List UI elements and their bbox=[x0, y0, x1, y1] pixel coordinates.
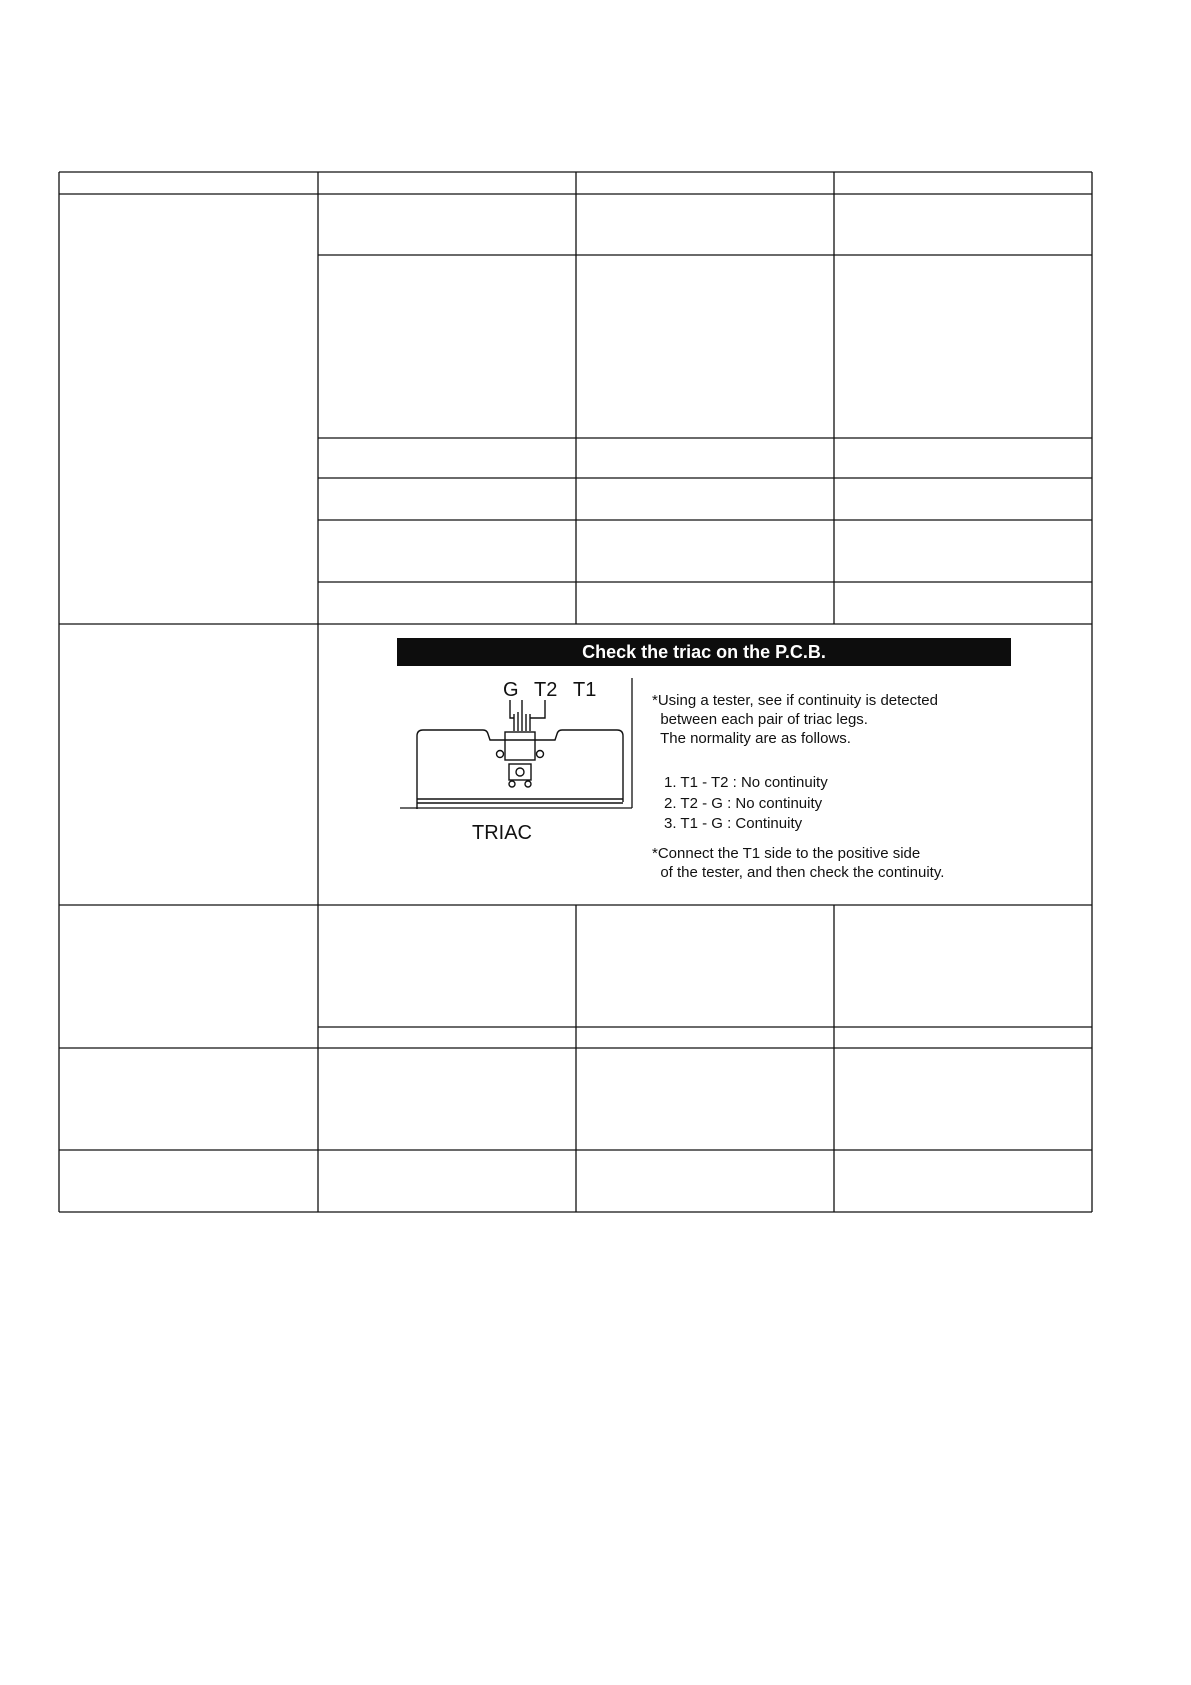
footnote-line-2: of the tester, and then check the continuity. bbox=[652, 864, 945, 881]
instruction-line-1: *Using a tester, see if continuity is detected bbox=[652, 692, 938, 709]
check-item-2: 2. T2 - G : No continuity bbox=[664, 795, 823, 812]
leg-label-t1: T1 bbox=[573, 679, 597, 701]
leg-label-t2: T2 bbox=[534, 679, 558, 701]
triac-check-banner: Check the triac on the P.C.B. bbox=[397, 638, 1011, 666]
instruction-line-2: between each pair of triac legs. bbox=[652, 711, 868, 728]
instruction-line-3: The normality are as follows. bbox=[652, 730, 851, 747]
leg-label-g: G bbox=[503, 679, 519, 701]
triac-pcb-illustration bbox=[395, 676, 635, 846]
check-item-1: 1. T1 - T2 : No continuity bbox=[664, 774, 828, 791]
footnote-line-1: *Connect the T1 side to the positive side bbox=[652, 845, 921, 862]
check-item-3: 3. T1 - G : Continuity bbox=[664, 815, 803, 832]
triac-label: TRIAC bbox=[472, 822, 532, 844]
